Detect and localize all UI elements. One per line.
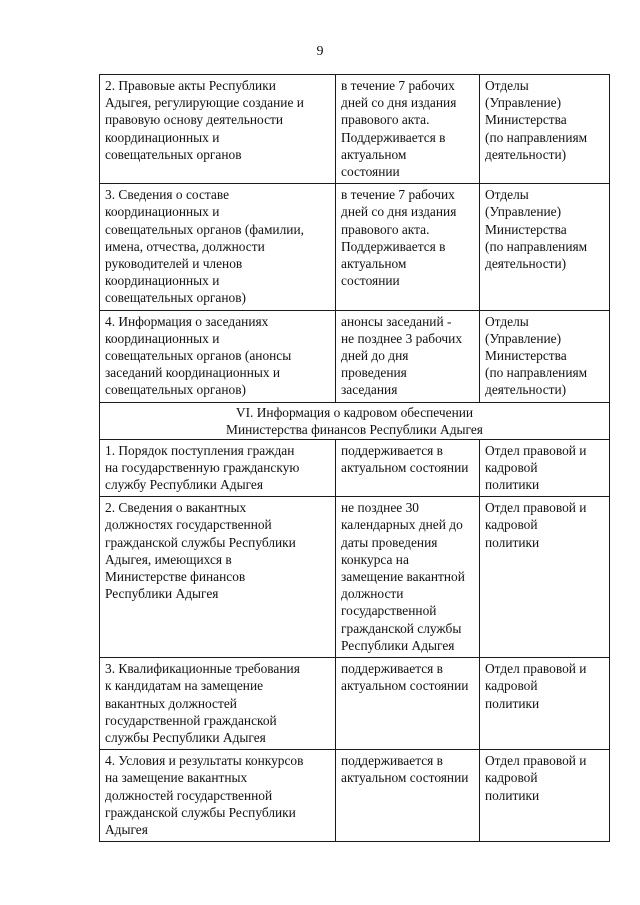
table-cell-item: 4. Информация о заседаниях координационных и совещательных органов (анонсы заседаний координационных и совещательных органов) [100,310,336,402]
table-cell-term: в течение 7 рабочих дней со дня издания правового акта. Поддерживается в актуальном состоянии [336,75,480,184]
table-row [100,750,610,842]
table-row [100,658,610,750]
section-header: VI. Информация о кадровом обеспечении Министерства финансов Республики Адыгея [100,402,610,439]
table-row [100,439,610,497]
table-cell-item: 3. Сведения о составе координационных и совещательных органов (фамилии, имена, отчества, должности руководителей и членов координационных и совещательных органов) [100,184,336,310]
table-cell-item: 3. Квалификационные требования к кандидатам на замещение вакантных должностей государственной гражданской службы Республики Адыгея [100,658,336,750]
table-row [100,497,610,658]
table-cell-responsible: Отдел правовой и кадровой политики [480,658,610,750]
table-cell-item: 4. Условия и результаты конкурсов на замещение вакантных должностей государственной гражданской службы Республики Адыгея [100,750,336,842]
table-cell-term: в течение 7 рабочих дней со дня издания правового акта. Поддерживается в актуальном состоянии [336,184,480,310]
section-header-row [100,402,610,439]
page-number: 9 [316,44,324,59]
table-cell-term: поддерживается в актуальном состоянии [336,750,480,842]
table-cell-term: анонсы заседаний - не позднее 3 рабочих дней до дня проведения заседания [336,310,480,402]
table-row [100,184,610,310]
table-cell-term: поддерживается в актуальном состоянии [336,658,480,750]
table-cell-item: 2. Сведения о вакантных должностях государственной гражданской службы Республики Адыгея, имеющихся в Министерстве финансов Республики Адыгея [100,497,336,658]
table-cell-responsible: Отдел правовой и кадровой политики [480,497,610,658]
table-row [100,310,610,402]
table-cell-responsible: Отделы (Управление) Министерства (по направлениям деятельности) [480,184,610,310]
document-table [99,74,610,842]
table-row [100,75,610,184]
table-cell-responsible: Отдел правовой и кадровой политики [480,439,610,497]
table-cell-term: поддерживается в актуальном состоянии [336,439,480,497]
table-cell-responsible: Отделы (Управление) Министерства (по направлениям деятельности) [480,75,610,184]
table-cell-item: 1. Порядок поступления граждан на государственную гражданскую службу Республики Адыгея [100,439,336,497]
table-cell-responsible: Отделы (Управление) Министерства (по направлениям деятельности) [480,310,610,402]
table-cell-item: 2. Правовые акты Республики Адыгея, регулирующие создание и правовую основу деятельности координационных и совещательных органов [100,75,336,184]
table-cell-term: не позднее 30 календарных дней до даты проведения конкурса на замещение вакантной должности государственной гражданской службы Республики Адыгея [336,497,480,658]
table-cell-responsible: Отдел правовой и кадровой политики [480,750,610,842]
